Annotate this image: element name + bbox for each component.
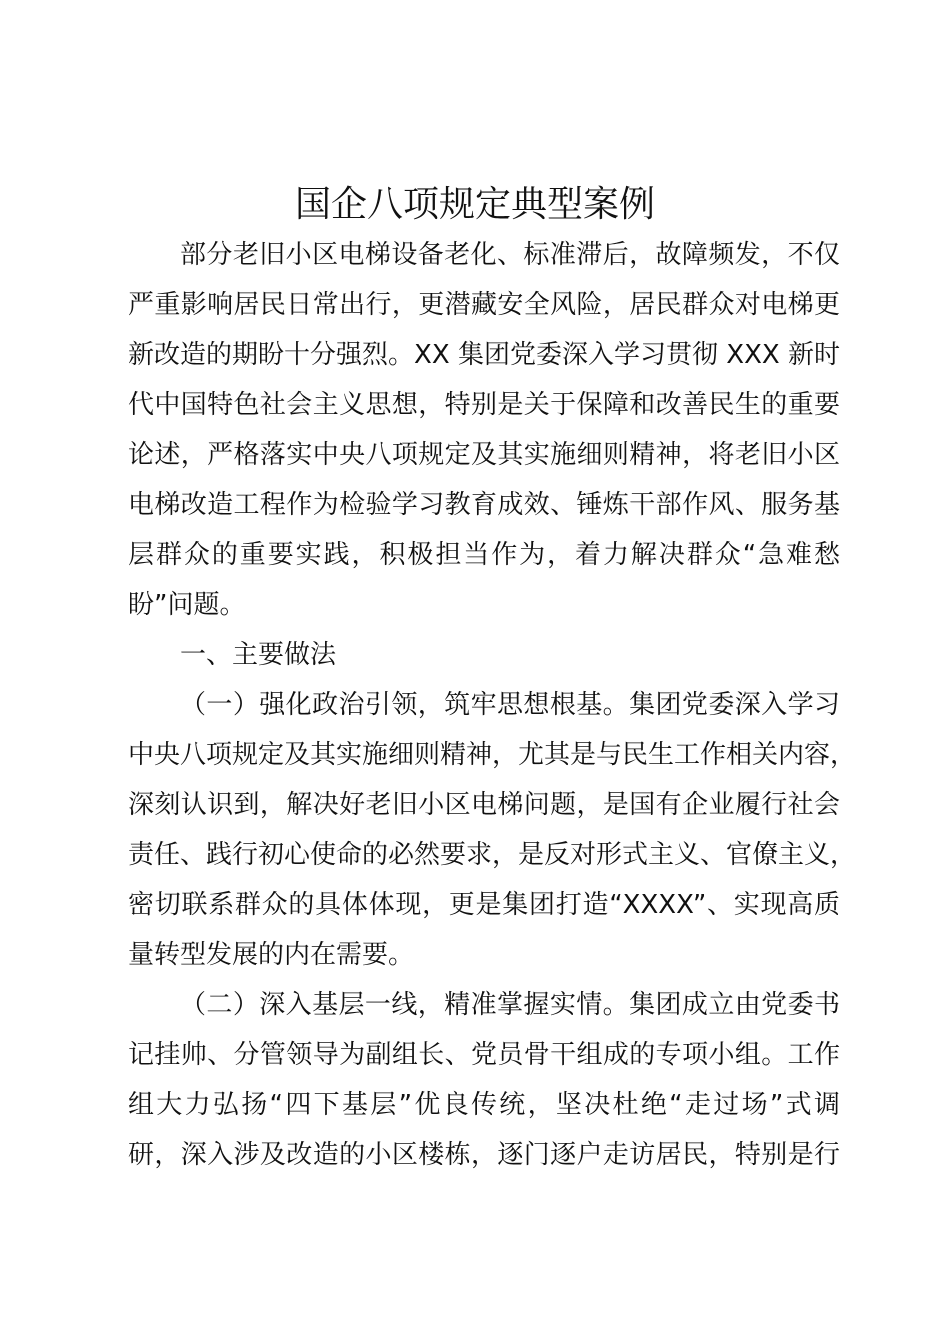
section-heading: 一、主要做法 [180, 640, 337, 670]
paragraph-line: 密切联系群众的具体体现，更是集团打造“XXXX”、实现高质 [128, 890, 840, 920]
paragraph-line: 盼”问题。 [128, 590, 246, 620]
paragraph-line: 组大力弘扬“四下基层”优良传统，坚决杜绝“走过场”式调 [128, 1090, 840, 1120]
paragraph-line: 代中国特色社会主义思想，特别是关于保障和改善民生的重要 [128, 390, 840, 420]
paragraph-line: （二）深入基层一线，精准掌握实情。集团成立由党委书 [180, 990, 840, 1020]
paragraph-line: 电梯改造工程作为检验学习教育成效、锤炼干部作风、服务基 [128, 490, 840, 520]
paragraph-line: 新改造的期盼十分强烈。XX 集团党委深入学习贯彻 XXX 新时 [128, 340, 840, 370]
paragraph-line: （一）强化政治引领，筑牢思想根基。集团党委深入学习 [180, 690, 840, 720]
paragraph-line: 论述，严格落实中央八项规定及其实施细则精神，将老旧小区 [128, 440, 840, 470]
document-body [128, 230, 857, 1180]
paragraph-line: 部分老旧小区电梯设备老化、标准滞后，故障频发，不仅 [180, 240, 840, 270]
paragraph-line: 记挂帅、分管领导为副组长、党员骨干组成的专项小组。工作 [128, 1040, 840, 1070]
paragraph-line: 深刻认识到，解决好老旧小区电梯问题，是国有企业履行社会 [128, 790, 840, 820]
paragraph-line: 层群众的重要实践，积极担当作为，着力解决群众“急难愁 [128, 540, 840, 570]
paragraph-line: 严重影响居民日常出行，更潜藏安全风险，居民群众对电梯更 [128, 290, 840, 320]
document-title: 国企八项规定典型案例 [294, 184, 655, 225]
paragraph-line: 量转型发展的内在需要。 [128, 940, 415, 970]
paragraph-line: 中央八项规定及其实施细则精神，尤其是与民生工作相关内容， [128, 740, 857, 770]
paragraph-line: 研，深入涉及改造的小区楼栋，逐门逐户走访居民，特别是行 [128, 1140, 840, 1170]
paragraph-line: 责任、践行初心使命的必然要求，是反对形式主义、官僚主义， [128, 840, 857, 870]
